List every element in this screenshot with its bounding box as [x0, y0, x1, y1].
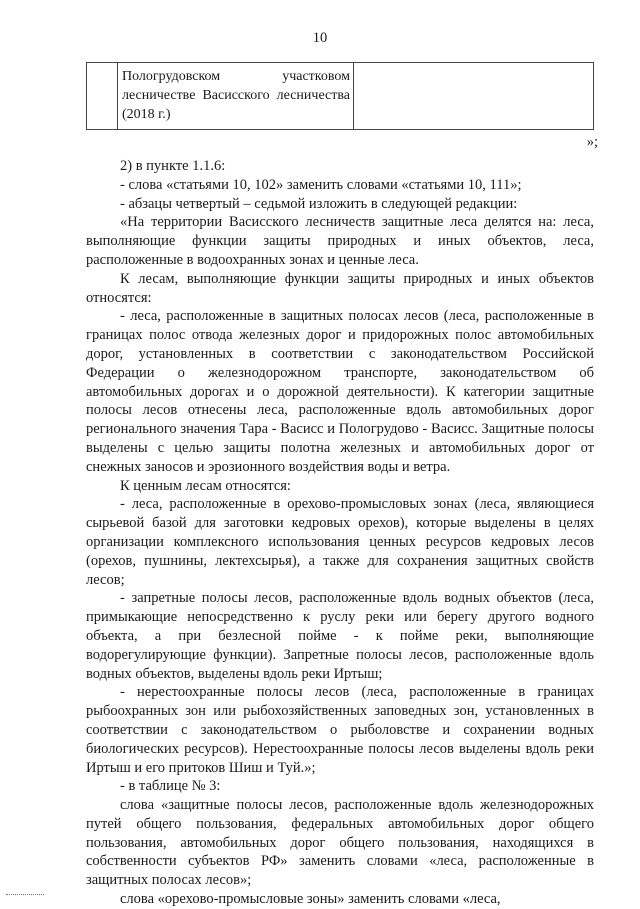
document-body — [86, 157, 594, 909]
paragraph: - абзацы четвертый – седьмой изложить в следующей редакции: — [120, 195, 518, 212]
paragraph: - в таблице № 3: — [120, 778, 221, 795]
paragraph: слова «защитные полосы лесов, расположенные вдоль железнодорожных путей общего пользования, федеральных автомобильных дорог общего пользования, автомобильных дорог общего пользования, находящихся в собственности субъектов РФ» заменить словами «леса, расположенные в защитных полосах лесов»; — [86, 797, 594, 889]
paragraph: К ценным лесам относятся: — [120, 477, 291, 494]
paragraph: «На территории Васисского лесничеств защитные леса делятся на: леса, выполняющие функции защиты природных и иных объектов, леса, расположенные в водоохранных зонах и ценные леса. — [86, 214, 594, 268]
paragraph: - леса, расположенные в защитных полосах лесов (леса, расположенные в границах полос отвода железных дорог и придорожных полос автомобильных дорог, установленных в соответствии с законодательством Российской Федерации о железнодорожном транспорте, законодательством об автомобильных дорогах и о дорожной деятельности). К категории защитные полосы лесов отнесены леса, расположенные вдоль автомобильных дорог регионального значения Тара - Васисс и Пологрудово - Васисс. Защитные полосы выделены с целью защиты полотна железных и автомобильных дорог от снежных заносов и эрозионного воздействия воды и ветра. — [86, 308, 594, 475]
paragraph: - слова «статьями 10, 102» заменить словами «статьями 10, 111»; — [120, 176, 522, 193]
paragraph: - леса, расположенные в орехово-промысловых зонах (леса, являющиеся сырьевой базой для заготовки кедровых орехов), которые выделены в целях организации комплексного использования ценных ресурсов кедровых лесов (орехов, пушнины, лектехсырья), а также для сохранения защитных свойств лесов; — [86, 496, 594, 588]
paragraph: - запретные полосы лесов, расположенные вдоль водных объектов (леса, примыкающие непосредственно к руслу реки или берегу другого водного объекта, а при безлесной пойме - к пойме реки, выполняющие водорегулирующие функции). Запретные полосы лесов, расположенные вдоль водных объектов, выделены вдоль реки Иртыш; — [86, 590, 594, 682]
table-fragment — [86, 62, 594, 130]
paragraph: К лесам, выполняющие функции защиты природных и иных объектов относятся: — [86, 270, 594, 306]
paragraph: - нерестоохранные полосы лесов (леса, расположенные в границах рыбоохранных зон или рыбохозяйственных заповедных зон, установленных в соответствии с законодательством о рыболовстве и сохранении водных биологических ресурсов). Нерестоохранные полосы лесов выделены вдоль реки Иртыш и его притоков Шиш и Туй.»; — [86, 684, 594, 776]
table-cell-text: Пологрудовском участковом лесничестве Васисского лесничества (2018 г.) — [122, 69, 350, 122]
table-divider — [353, 63, 354, 129]
table-cell-empty — [87, 63, 118, 129]
quote-close: »; — [586, 134, 598, 150]
page-number: 10 — [312, 30, 328, 46]
paragraph: 2) в пункте 1.1.6: — [120, 158, 226, 174]
footer-mark — [6, 894, 44, 895]
paragraph: слова «орехово-промысловые зоны» заменить словами «леса, — [120, 891, 501, 908]
